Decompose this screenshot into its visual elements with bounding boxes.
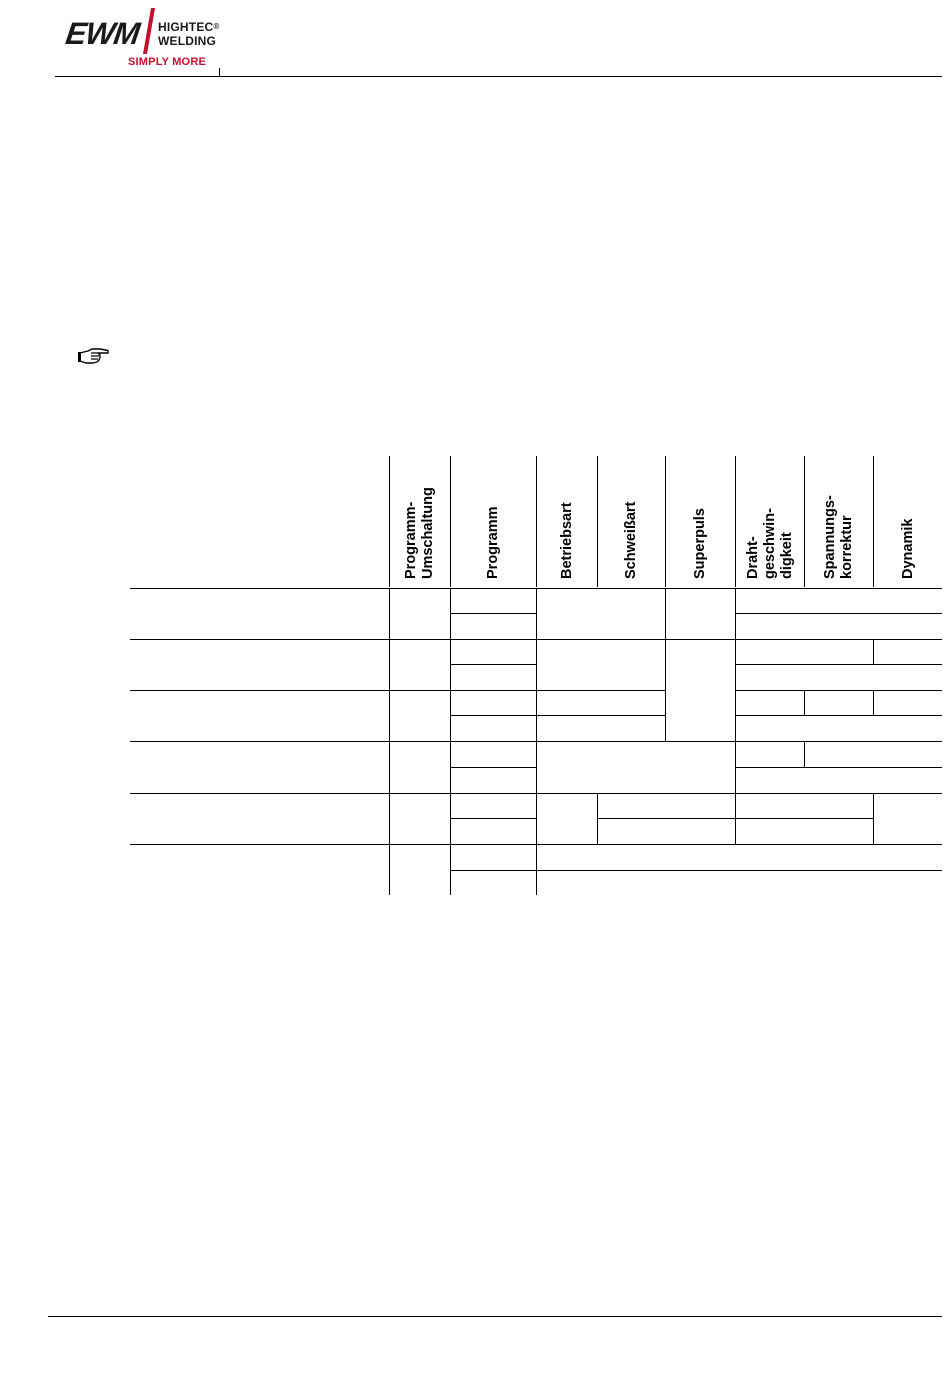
table-row-rule [450, 767, 536, 768]
table-row-rule [450, 613, 536, 614]
table-row-rule [735, 664, 942, 665]
table-row-rule [450, 870, 942, 871]
table-cell-divider [450, 588, 451, 895]
table-row-rule [735, 613, 942, 614]
table-row-rule [735, 690, 942, 691]
header-column-divider [665, 456, 666, 587]
column-header [623, 502, 640, 579]
column-header [403, 487, 437, 579]
table-cell-divider [873, 639, 874, 664]
column-header-line: Programm- [403, 501, 419, 579]
table-cell-divider [873, 793, 874, 844]
column-header-line: Dynamik [899, 518, 916, 579]
header-column-divider [735, 456, 736, 587]
column-header [745, 508, 796, 579]
column-header-line: Superpuls [691, 508, 708, 579]
table-cell-divider [804, 690, 805, 715]
column-header-line: digkeit [778, 532, 795, 579]
column-header [559, 502, 576, 579]
column-header-line: Betriebsart [558, 502, 575, 579]
table-row-rule [450, 664, 536, 665]
header-rule-tick [219, 68, 220, 77]
header-column-divider [597, 456, 598, 587]
header-rule [55, 76, 942, 77]
column-header-line: Umschaltung [420, 487, 436, 579]
column-header [822, 495, 856, 579]
header-column-divider [804, 456, 805, 587]
pointing-hand-icon [78, 347, 110, 365]
column-header-line: geschwin- [761, 508, 778, 579]
logo-slash-mark [142, 8, 156, 54]
column-header-line: korrektur [839, 515, 855, 579]
table-row-rule [735, 767, 942, 768]
table-row-rule [130, 690, 665, 691]
table-cell-divider [536, 588, 537, 895]
header-column-divider [536, 456, 537, 587]
header-column-divider [450, 456, 451, 587]
header-column-divider [873, 456, 874, 587]
table-cell-divider [735, 588, 736, 844]
table-row-rule [450, 715, 665, 716]
header-column-divider [389, 456, 390, 587]
logo-hightec: HIGHTEC [158, 20, 214, 34]
table-row-rule [450, 818, 536, 819]
column-header-line: Spannungs- [822, 495, 838, 579]
logo-welding: WELDING [158, 34, 217, 48]
column-header-line: Programm [484, 506, 501, 579]
table-row-rule [735, 715, 942, 716]
table-cell-divider [389, 588, 390, 895]
column-header-line: Draht- [744, 536, 761, 579]
column-header [900, 519, 917, 579]
table-cell-divider [597, 793, 598, 844]
column-header [485, 506, 502, 579]
footer-rule [48, 1316, 942, 1317]
logo-tagline: SIMPLY MORE [128, 56, 206, 68]
table-cell-divider [873, 690, 874, 715]
table-cell-divider [665, 588, 666, 741]
ewm-logo [64, 8, 224, 72]
logo-brand: EWM [63, 16, 142, 51]
table-cell-divider [804, 741, 805, 767]
column-header-line: Schweißart [622, 501, 639, 579]
logo-registered-mark: ® [213, 22, 220, 31]
column-header [692, 508, 709, 579]
